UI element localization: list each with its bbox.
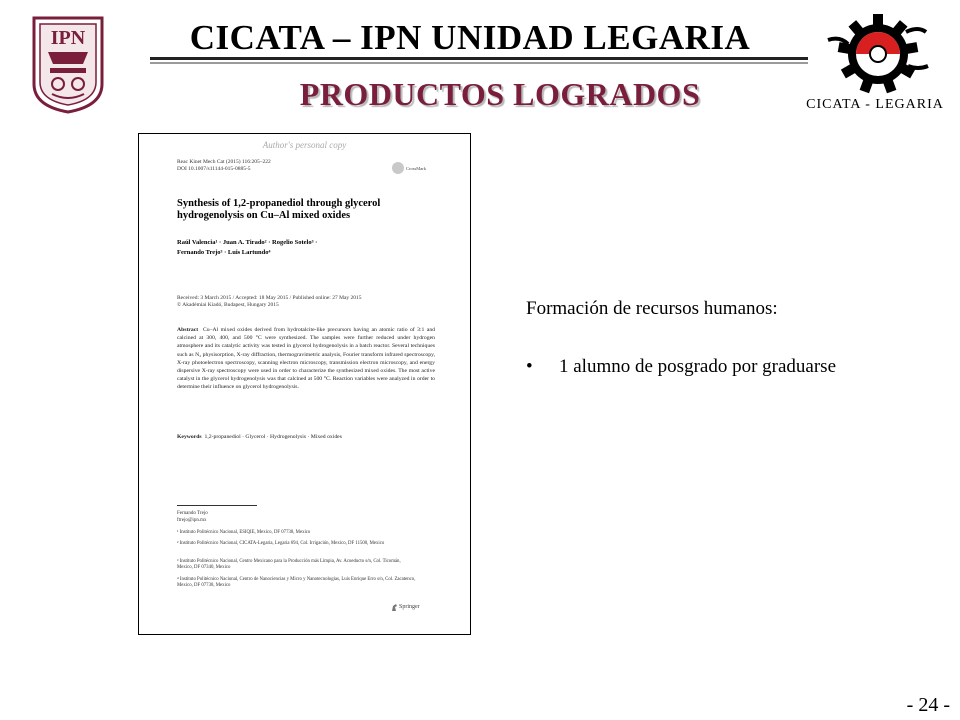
paper-abstract [177,326,435,392]
list-item-text: 1 alumno de posgrado por graduarse [559,356,837,377]
paper-citation [177,159,271,173]
affiliation: ⁴ Instituto Politécnico Nacional, Centro de Nanociencias y Micro y Nanotecnologías, Luis Enrique Erro s/n, Col. Zacatenco, Mexico, DF 07738, Mexico [177,577,416,589]
cicata-logo-label: CICATA - LEGARIA [806,97,944,112]
paper-thumbnail [138,133,471,635]
paper-authors-line: Fernando Trejo³ · Luis Lartundo⁴ [177,249,271,256]
corresponding-email: ftrejo@ipn.mx [177,518,207,523]
publisher-label: Springer [399,604,420,610]
affiliation: ³ Instituto Politécnico Nacional, Centro Mexicano para la Producción más Limpia, Av. Acueducto s/n, Col. Ticomán, Mexico, DF 07340, Mexico [177,559,401,571]
formation-heading: Formación de recursos humanos: [526,298,778,319]
paper-received [177,295,437,309]
corresponding-name: Fernando Trejo [177,511,208,516]
main-title: CICATA – IPN UNIDAD LEGARIA [189,18,751,57]
page-number: - 24 - [906,694,950,716]
crossmark-icon [392,162,404,174]
svg-text:IPN: IPN [50,27,86,49]
springer-horse-icon [391,603,398,612]
paper-watermark: Author's personal copy [262,140,347,150]
cicata-gear-logo-icon [826,10,930,94]
crossmark-label: CrossMark [406,166,426,171]
affiliation: ¹ Instituto Politécnico Nacional, ESIQIE, Mexico, DF 07738, Mexico [177,530,311,535]
paper-doi: DOI 10.1007/s11144-015-0885-5 [177,166,251,172]
keywords-heading: Keywords [177,434,202,440]
section-subtitle: PRODUCTOS LOGRADOS [299,76,701,112]
paper-title: Synthesis of 1,2-propanediol through glycerol hydrogenolysis on Cu–Al mixed oxides [177,198,381,221]
bullet-marker: • [526,356,533,377]
title-divider [150,57,808,60]
footnote-divider [177,505,257,506]
paper-dates: Received: 3 March 2015 / Accepted: 18 May 2015 / Published online: 27 May 2015 [177,295,362,301]
abstract-heading: Abstract [177,327,199,333]
paper-citation-line: Reac Kinet Mech Cat (2015) 116:205–222 [177,159,271,165]
abstract-text: Cu–Al mixed oxides derived from hydrotalcite-like precursors having an atomic ratio of 3:1 and calcined at 300, 400, and 500 °C were synthesized. The samples were further reduced under hydrogen atmosphere and its catalytic activity was tested in glycerol hydrogenolysis in a batch reactor. Several techniques such as N₂ physisorption, X-ray diffraction, thermogravimetric analysis, Fourier transform infrared spectroscopy, X-ray photoelectron spectroscopy, scanning electron microscopy, transmission electron microscopy, and energy dispersive X-ray spectroscopy were used in order to characterize the synthesized mixed oxides. The most active catalyst in the glycerol hydrogenolysis was that calcined at 500 °C. Reaction variables were analyzed in order to determine their influence on glycerol hydrogenolysis. [177,327,436,391]
corresponding-author [177,510,208,524]
paper-copyright: © Akadémiai Kiadó, Budapest, Hungary 2015 [177,302,279,308]
keywords-text: 1,2-propanediol · Glycerol · Hydrogenolysis · Mixed oxides [204,434,342,440]
paper-authors-line: Raúl Valencia¹ · Juan A. Tirado² · Rogelio Sotelo³ · [177,239,318,246]
list-item [526,356,836,378]
title-divider-shadow [150,62,808,64]
ipn-logo-icon [28,14,108,114]
paper-keywords [177,433,435,441]
paper-authors [177,238,417,258]
affiliation: ² Instituto Politécnico Nacional, CICATA-Legaria, Legaria 694, Col. Irrigación, Mexico, DF 11500, Mexico [177,541,385,546]
